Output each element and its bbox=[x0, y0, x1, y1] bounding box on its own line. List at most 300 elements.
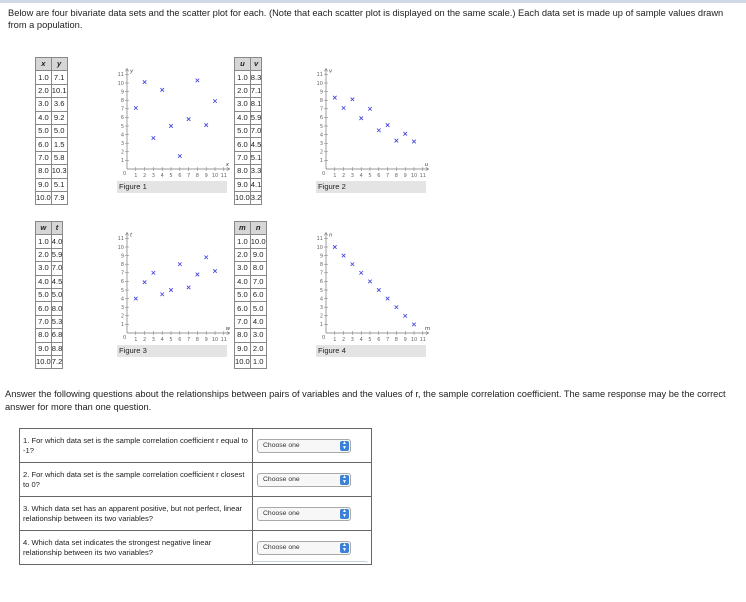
x-tick-label: 5 bbox=[368, 173, 372, 179]
table-cell: 3.0 bbox=[36, 98, 52, 111]
figure-label: Figure 3 bbox=[117, 345, 227, 357]
table-cell: 1.0 bbox=[36, 71, 52, 84]
table-cell: 8.3 bbox=[250, 71, 262, 84]
chevron-updown-icon: ▲ ▼ bbox=[340, 509, 349, 519]
figure-label: Figure 2 bbox=[316, 181, 426, 193]
figure-label: Figure 4 bbox=[316, 345, 426, 357]
y-axis-label: t bbox=[130, 232, 133, 239]
data-point bbox=[143, 80, 147, 84]
table-cell: 7.2 bbox=[51, 355, 63, 368]
answer-instructions bbox=[5, 388, 735, 413]
data-point bbox=[196, 273, 200, 277]
table-row bbox=[235, 342, 267, 355]
table-cell: 5.0 bbox=[51, 124, 67, 137]
table-cell: 9.0 bbox=[250, 248, 266, 261]
x-tick-label: 8 bbox=[195, 337, 199, 343]
intro-text: Below are four bivariate data sets and the scatter plot for each. (Note that each scatter plot is displayed on the same scale.) Each data set is made up of sample values drawn from a population. bbox=[8, 8, 724, 30]
y-tick-label: 8 bbox=[319, 98, 323, 104]
table-cell: 1.0 bbox=[250, 355, 266, 368]
table-row bbox=[36, 71, 68, 84]
data-table-2 bbox=[234, 57, 262, 205]
y-tick-label: 1 bbox=[319, 158, 323, 165]
data-point bbox=[160, 88, 164, 92]
x-tick-label: 9 bbox=[204, 337, 208, 343]
table-cell: 9.0 bbox=[36, 342, 52, 355]
y-tick-label: 4 bbox=[120, 296, 124, 303]
y-tick-label: 5 bbox=[319, 123, 323, 130]
chevron-updown-icon: ▲ ▼ bbox=[340, 475, 349, 485]
table-row bbox=[36, 84, 68, 97]
y-tick-label: 4 bbox=[319, 132, 323, 139]
y-tick-label: 2 bbox=[120, 313, 124, 320]
x-tick-label: 8 bbox=[195, 173, 199, 179]
x-tick-label: 3 bbox=[350, 173, 354, 179]
chevron-updown-icon: ▲ ▼ bbox=[340, 543, 349, 553]
table-cell: 2.0 bbox=[36, 84, 52, 97]
table-cell: 8.0 bbox=[250, 262, 266, 275]
x-tick-label: 3 bbox=[151, 173, 155, 179]
y-tick-label: 1 bbox=[319, 322, 323, 329]
data-point bbox=[412, 140, 416, 144]
x-tick-label: 4 bbox=[359, 337, 363, 343]
table-cell: 7.0 bbox=[51, 262, 63, 275]
data-point bbox=[395, 305, 399, 309]
table-cell: 4.5 bbox=[51, 275, 63, 288]
data-point bbox=[196, 79, 200, 83]
y-tick-label: 3 bbox=[319, 141, 323, 147]
table-cell: 7.0 bbox=[36, 315, 52, 328]
scatter-plot-2 bbox=[316, 69, 428, 181]
y-tick-label: 10 bbox=[117, 80, 124, 87]
data-point bbox=[213, 269, 217, 273]
table-row bbox=[36, 124, 68, 137]
table-cell: 5.9 bbox=[51, 248, 63, 261]
table-cell: 7.0 bbox=[250, 275, 266, 288]
table-row bbox=[36, 235, 63, 248]
y-tick-label: 11 bbox=[117, 236, 124, 243]
table-cell: 6.0 bbox=[250, 288, 266, 301]
data-point bbox=[377, 288, 381, 292]
top-divider bbox=[0, 0, 746, 3]
scatter-plot-4 bbox=[316, 232, 431, 345]
table-cell: 3.0 bbox=[235, 98, 251, 111]
table-row bbox=[36, 355, 63, 368]
answer-prompt-text: Answer the following questions about the relationships between pairs of variables and the values of r, the sample correlation coefficient. The same response may be the correct answer for more than one question. bbox=[5, 389, 726, 412]
col-header-y: v bbox=[250, 58, 262, 71]
table-cell: 2.0 bbox=[235, 84, 251, 97]
y-tick-label: 8 bbox=[319, 262, 323, 268]
data-point bbox=[204, 256, 208, 260]
data-point bbox=[169, 124, 173, 128]
table-cell: 8.0 bbox=[51, 302, 63, 315]
table-row bbox=[235, 355, 267, 368]
question-4-text: 4. Which data set indicates the strongest negative linear relationship between its two variables? bbox=[20, 531, 253, 565]
data-point bbox=[377, 129, 381, 133]
table-cell: 5.8 bbox=[51, 151, 67, 164]
question-3-text: 3. Which data set has an apparent positive, but not perfect, linear relationship between its two variables? bbox=[20, 497, 253, 531]
x-tick-label: 7 bbox=[386, 173, 390, 179]
data-point bbox=[143, 280, 147, 284]
table-row bbox=[36, 111, 68, 124]
x-tick-label: 6 bbox=[377, 337, 381, 343]
table-cell: 9.0 bbox=[36, 178, 52, 191]
x-axis-label: u bbox=[424, 162, 429, 168]
x-tick-label: 10 bbox=[410, 173, 418, 179]
table-cell: 8.1 bbox=[250, 98, 262, 111]
question-1-select-value: Choose one bbox=[263, 441, 300, 449]
table-cell: 8.8 bbox=[51, 342, 63, 355]
y-tick-label: 3 bbox=[120, 305, 124, 311]
table-cell: 7.1 bbox=[51, 71, 67, 84]
table-cell: 7.0 bbox=[235, 151, 251, 164]
y-tick-label: 7 bbox=[319, 106, 323, 113]
table-cell: 5.3 bbox=[51, 315, 63, 328]
data-point bbox=[152, 271, 156, 275]
y-tick-label: 11 bbox=[316, 236, 323, 243]
table-row bbox=[235, 288, 267, 301]
x-axis-label: x bbox=[225, 162, 230, 168]
x-tick-label: 11 bbox=[419, 173, 426, 179]
table-cell: 5.0 bbox=[235, 124, 251, 137]
data-point bbox=[386, 123, 390, 127]
table-cell: 10.0 bbox=[235, 191, 251, 204]
y-axis-label: y bbox=[130, 68, 134, 75]
x-tick-label: 10 bbox=[211, 337, 219, 343]
table-row bbox=[36, 275, 63, 288]
table-cell: 10.0 bbox=[235, 355, 251, 368]
x-tick-label: 11 bbox=[220, 173, 227, 179]
data-point bbox=[152, 136, 156, 140]
table-cell: 3.0 bbox=[250, 329, 266, 342]
x-tick-label: 7 bbox=[386, 337, 390, 343]
x-tick-label: 2 bbox=[342, 173, 346, 179]
table-row bbox=[36, 178, 68, 191]
question-2-select-value: Choose one bbox=[263, 475, 300, 483]
y-axis-label: v bbox=[329, 68, 333, 75]
table-cell: 10.0 bbox=[36, 191, 52, 204]
x-tick-label: 6 bbox=[178, 173, 182, 179]
origin-label: 0 bbox=[123, 171, 127, 177]
data-point bbox=[187, 117, 191, 121]
table-cell: 4.0 bbox=[235, 111, 251, 124]
x-tick-label: 9 bbox=[403, 337, 407, 343]
y-tick-label: 3 bbox=[319, 305, 323, 311]
y-tick-label: 10 bbox=[316, 244, 323, 251]
y-axis-label: n bbox=[329, 232, 333, 239]
y-tick-label: 7 bbox=[319, 270, 323, 277]
table-cell: 5.0 bbox=[51, 288, 63, 301]
x-tick-label: 10 bbox=[211, 173, 219, 179]
y-tick-label: 8 bbox=[120, 262, 124, 268]
table-row bbox=[235, 151, 262, 164]
table-row bbox=[36, 165, 68, 178]
table-row bbox=[235, 98, 262, 111]
y-tick-label: 5 bbox=[120, 123, 124, 130]
table-row bbox=[36, 342, 63, 355]
table-cell: 1.0 bbox=[235, 71, 251, 84]
table-cell: 1.0 bbox=[235, 235, 251, 248]
origin-label: 0 bbox=[123, 335, 127, 341]
table-cell: 1.0 bbox=[36, 235, 52, 248]
x-tick-label: 11 bbox=[419, 337, 426, 343]
table-cell: 6.8 bbox=[51, 329, 63, 342]
table-row bbox=[36, 262, 63, 275]
question-2-select[interactable] bbox=[257, 473, 351, 487]
col-header-x: x bbox=[36, 58, 52, 71]
data-point bbox=[342, 254, 346, 258]
y-tick-label: 7 bbox=[120, 106, 124, 113]
y-tick-label: 4 bbox=[319, 296, 323, 303]
data-point bbox=[187, 286, 191, 290]
scatter-plot-3 bbox=[117, 233, 229, 345]
data-point bbox=[160, 293, 164, 297]
table-row bbox=[36, 329, 63, 342]
table-row bbox=[235, 124, 262, 137]
col-header-y: t bbox=[51, 222, 63, 235]
x-tick-label: 1 bbox=[333, 173, 337, 179]
table-cell: 3.0 bbox=[36, 262, 52, 275]
table-cell: 4.1 bbox=[250, 178, 262, 191]
col-header-y: n bbox=[250, 222, 266, 235]
y-tick-label: 5 bbox=[319, 287, 323, 294]
x-tick-label: 5 bbox=[368, 337, 372, 343]
question-row-1 bbox=[20, 429, 372, 463]
x-tick-label: 10 bbox=[410, 337, 418, 343]
x-tick-label: 9 bbox=[204, 173, 208, 179]
data-point bbox=[412, 323, 416, 327]
question-1-select[interactable] bbox=[257, 439, 351, 453]
table-cell: 6.0 bbox=[36, 302, 52, 315]
table-row bbox=[36, 302, 63, 315]
table-cell: 4.5 bbox=[250, 138, 262, 151]
scatter-plot-1 bbox=[117, 69, 229, 181]
data-point bbox=[178, 154, 182, 158]
table-cell: 7.9 bbox=[51, 191, 67, 204]
data-point bbox=[351, 262, 355, 266]
x-tick-label: 8 bbox=[394, 337, 398, 343]
y-tick-label: 9 bbox=[120, 253, 124, 260]
table-cell: 10.1 bbox=[51, 84, 67, 97]
table-cell: 1.5 bbox=[51, 138, 67, 151]
y-tick-label: 6 bbox=[319, 115, 323, 122]
question-2-text: 2. For which data set is the sample correlation coefficient r closest to 0? bbox=[20, 463, 253, 497]
table-cell: 4.0 bbox=[235, 275, 251, 288]
x-tick-label: 11 bbox=[220, 337, 227, 343]
data-point bbox=[333, 96, 337, 100]
x-tick-label: 7 bbox=[187, 173, 191, 179]
table-cell: 7.0 bbox=[250, 124, 262, 137]
table-row bbox=[36, 248, 63, 261]
chevron-updown-icon: ▲ ▼ bbox=[340, 441, 349, 451]
table-row bbox=[235, 71, 262, 84]
footer-divider bbox=[250, 561, 368, 566]
origin-label: 0 bbox=[322, 171, 326, 177]
question-row-3 bbox=[20, 497, 372, 531]
table-cell: 4.0 bbox=[250, 315, 266, 328]
table-cell: 2.0 bbox=[36, 248, 52, 261]
y-tick-label: 9 bbox=[319, 253, 323, 260]
figure-label: Figure 1 bbox=[117, 181, 227, 193]
table-cell: 9.0 bbox=[235, 178, 251, 191]
data-table-4 bbox=[234, 221, 267, 369]
questions-table bbox=[19, 428, 372, 565]
y-tick-label: 6 bbox=[319, 279, 323, 286]
x-tick-label: 4 bbox=[160, 337, 164, 343]
x-tick-label: 1 bbox=[134, 337, 138, 343]
x-tick-label: 6 bbox=[178, 337, 182, 343]
table-cell: 9.2 bbox=[51, 111, 67, 124]
table-row bbox=[235, 329, 267, 342]
y-tick-label: 11 bbox=[316, 72, 323, 79]
table-cell: 2.0 bbox=[235, 248, 251, 261]
col-header-x: w bbox=[36, 222, 52, 235]
x-tick-label: 4 bbox=[160, 173, 164, 179]
data-point bbox=[403, 314, 407, 318]
y-tick-label: 2 bbox=[319, 149, 323, 156]
x-axis-label: w bbox=[225, 326, 231, 332]
col-header-x: m bbox=[235, 222, 251, 235]
x-tick-label: 1 bbox=[333, 337, 337, 343]
table-row bbox=[235, 138, 262, 151]
table-row bbox=[36, 288, 63, 301]
question-3-select-value: Choose one bbox=[263, 509, 300, 517]
table-cell: 9.0 bbox=[235, 342, 251, 355]
data-table-3 bbox=[35, 221, 63, 369]
y-tick-label: 3 bbox=[120, 141, 124, 147]
question-3-select[interactable] bbox=[257, 507, 351, 521]
y-tick-label: 6 bbox=[120, 115, 124, 122]
y-tick-label: 10 bbox=[316, 80, 323, 87]
table-row bbox=[235, 84, 262, 97]
data-point bbox=[351, 98, 355, 102]
table-row bbox=[36, 98, 68, 111]
data-point bbox=[204, 123, 208, 127]
table-cell: 8.0 bbox=[36, 165, 52, 178]
table-cell: 5.0 bbox=[36, 124, 52, 137]
origin-label: 0 bbox=[322, 335, 326, 341]
x-tick-label: 2 bbox=[143, 337, 147, 343]
data-point bbox=[359, 116, 363, 120]
x-tick-label: 7 bbox=[187, 337, 191, 343]
data-point bbox=[178, 262, 182, 266]
y-tick-label: 9 bbox=[319, 89, 323, 96]
table-row bbox=[235, 315, 267, 328]
table-row bbox=[235, 165, 262, 178]
data-point bbox=[333, 245, 337, 249]
table-row bbox=[235, 178, 262, 191]
x-tick-label: 1 bbox=[134, 173, 138, 179]
table-cell: 3.6 bbox=[51, 98, 67, 111]
col-header-x: u bbox=[235, 58, 251, 71]
data-point bbox=[386, 297, 390, 301]
table-row bbox=[235, 262, 267, 275]
table-row bbox=[235, 302, 267, 315]
x-tick-label: 5 bbox=[169, 173, 173, 179]
y-tick-label: 10 bbox=[117, 244, 124, 251]
table-row bbox=[235, 111, 262, 124]
x-tick-label: 3 bbox=[350, 337, 354, 343]
table-cell: 10.0 bbox=[250, 235, 266, 248]
y-tick-label: 4 bbox=[120, 132, 124, 139]
data-point bbox=[134, 297, 138, 301]
question-1-text: 1. For which data set is the sample correlation coefficient r equal to -1? bbox=[20, 429, 253, 463]
table-cell: 6.0 bbox=[235, 302, 251, 315]
table-cell: 5.9 bbox=[250, 111, 262, 124]
table-cell: 5.0 bbox=[36, 288, 52, 301]
table-cell: 5.1 bbox=[250, 151, 262, 164]
x-tick-label: 2 bbox=[342, 337, 346, 343]
question-4-select-value: Choose one bbox=[263, 543, 300, 551]
y-tick-label: 11 bbox=[117, 72, 124, 79]
table-row bbox=[36, 315, 63, 328]
x-tick-label: 6 bbox=[377, 173, 381, 179]
x-tick-label: 9 bbox=[403, 173, 407, 179]
y-tick-label: 6 bbox=[120, 279, 124, 286]
col-header-y: y bbox=[51, 58, 67, 71]
data-point bbox=[213, 99, 217, 103]
x-axis-label: m bbox=[424, 326, 431, 332]
table-cell: 8.0 bbox=[235, 165, 251, 178]
table-cell: 3.0 bbox=[235, 262, 251, 275]
y-tick-label: 1 bbox=[120, 158, 124, 165]
data-point bbox=[403, 132, 407, 136]
table-cell: 6.0 bbox=[235, 138, 251, 151]
x-tick-label: 5 bbox=[169, 337, 173, 343]
table-cell: 3.3 bbox=[250, 165, 262, 178]
table-row bbox=[235, 275, 267, 288]
question-row-4 bbox=[20, 531, 372, 565]
data-point bbox=[134, 106, 138, 110]
y-tick-label: 1 bbox=[120, 322, 124, 329]
table-cell: 8.0 bbox=[36, 329, 52, 342]
table-cell: 5.0 bbox=[235, 288, 251, 301]
y-tick-label: 5 bbox=[120, 287, 124, 294]
y-tick-label: 2 bbox=[319, 313, 323, 320]
table-cell: 7.0 bbox=[235, 315, 251, 328]
table-cell: 3.2 bbox=[250, 191, 262, 204]
y-tick-label: 7 bbox=[120, 270, 124, 277]
x-tick-label: 3 bbox=[151, 337, 155, 343]
table-row bbox=[36, 151, 68, 164]
data-point bbox=[368, 107, 372, 111]
x-tick-label: 8 bbox=[394, 173, 398, 179]
table-row bbox=[36, 191, 68, 204]
table-row bbox=[235, 248, 267, 261]
data-point bbox=[395, 139, 399, 143]
y-tick-label: 8 bbox=[120, 98, 124, 104]
x-tick-label: 2 bbox=[143, 173, 147, 179]
question-row-2 bbox=[20, 463, 372, 497]
table-cell: 4.0 bbox=[51, 235, 63, 248]
table-cell: 7.1 bbox=[250, 84, 262, 97]
table-cell: 10.0 bbox=[36, 355, 52, 368]
y-tick-label: 9 bbox=[120, 89, 124, 96]
table-cell: 2.0 bbox=[250, 342, 266, 355]
table-row bbox=[235, 191, 262, 204]
data-point bbox=[342, 106, 346, 110]
table-row bbox=[36, 138, 68, 151]
table-cell: 6.0 bbox=[36, 138, 52, 151]
table-row bbox=[235, 235, 267, 248]
question-4-select[interactable] bbox=[257, 541, 351, 555]
table-cell: 8.0 bbox=[235, 329, 251, 342]
table-cell: 10.3 bbox=[51, 165, 67, 178]
table-cell: 4.0 bbox=[36, 111, 52, 124]
table-cell: 5.1 bbox=[51, 178, 67, 191]
x-tick-label: 4 bbox=[359, 173, 363, 179]
data-point bbox=[169, 288, 173, 292]
table-cell: 7.0 bbox=[36, 151, 52, 164]
